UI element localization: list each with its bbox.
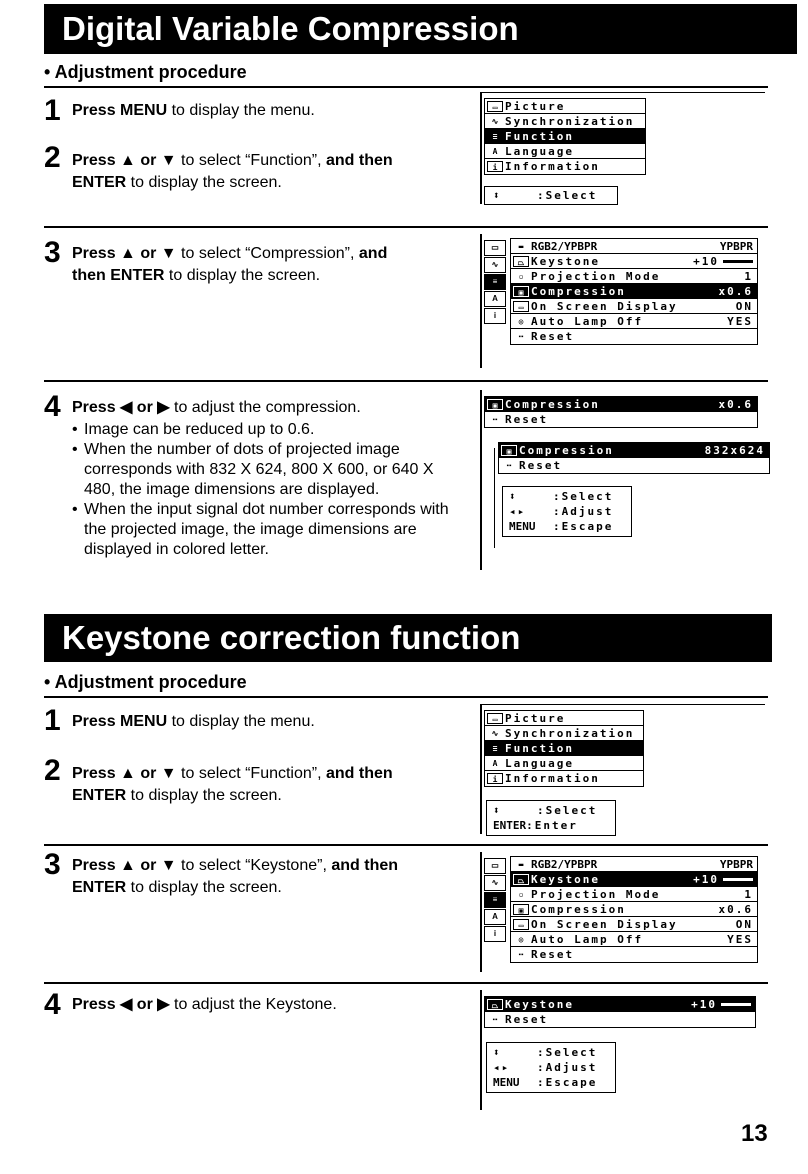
menu-item-value xyxy=(693,254,757,269)
information-icon: i xyxy=(484,308,506,324)
keystone-row[interactable] xyxy=(485,997,755,1012)
help-action: :Select xyxy=(537,189,598,202)
menu-item-value: YES xyxy=(727,314,753,328)
menu-item-language[interactable] xyxy=(485,756,643,771)
menu-item-label: Picture xyxy=(505,99,566,113)
step-bold: Press ▲ or ▼ xyxy=(72,152,177,169)
procedure-heading: • Adjustment procedure xyxy=(44,62,247,82)
menu-item-keystone[interactable] xyxy=(511,872,757,887)
sync-icon: ∿ xyxy=(491,728,499,738)
step-body: to adjust the Keystone. xyxy=(169,996,337,1013)
help-row xyxy=(493,1075,609,1090)
menu-item-information[interactable] xyxy=(485,159,645,174)
input-icon: ▬ xyxy=(518,241,524,251)
menu-item-synchronization[interactable] xyxy=(485,726,643,741)
step-number: 4 xyxy=(44,988,61,1021)
menu-item-reset[interactable] xyxy=(511,947,757,962)
step-number: 2 xyxy=(44,754,61,787)
information-icon: i xyxy=(487,161,503,172)
menu-item-label: Reset xyxy=(531,948,575,961)
step-body: to select “Compression”, xyxy=(176,245,359,262)
section-title: Keystone correction function xyxy=(62,619,521,656)
section-title: Digital Variable Compression xyxy=(62,10,519,47)
picture-icon: ▭ xyxy=(484,240,506,256)
up-down-icon: ⬍ xyxy=(509,490,518,503)
help-action: :Escape xyxy=(553,520,614,533)
menu-item-value: YES xyxy=(727,932,753,946)
menu-item-label: Synchronization xyxy=(505,114,635,128)
frame-bracket xyxy=(494,448,495,548)
help-action: :Adjust xyxy=(553,505,614,518)
function-icon: ≡ xyxy=(492,131,498,141)
keystone-value xyxy=(691,997,755,1012)
menu-item-label: Compression xyxy=(531,902,626,916)
up-down-icon: ⬍ xyxy=(493,804,502,817)
menu-item-keystone[interactable] xyxy=(511,254,757,269)
procedure-heading: • Adjustment procedure xyxy=(44,672,247,692)
projection-icon: ▫ xyxy=(518,271,524,281)
up-down-icon: ⬍ xyxy=(493,1046,502,1059)
menu-item-synchronization[interactable] xyxy=(485,114,645,129)
help-panel xyxy=(486,1042,616,1093)
input-label: RGB2/YPBPR xyxy=(531,239,598,253)
step-number: 2 xyxy=(44,141,61,174)
input-value: YPBPR xyxy=(719,857,753,871)
step-text xyxy=(72,711,472,733)
menu-item-value: ON xyxy=(735,299,753,313)
menu-item-function[interactable] xyxy=(485,741,643,756)
menu-item-label: Information xyxy=(505,160,600,173)
display-icon: ▭ xyxy=(513,919,529,930)
menu-item-label: Reset xyxy=(531,330,575,343)
menu-item-value: 1 xyxy=(744,887,753,901)
menu-item-function[interactable] xyxy=(485,129,645,144)
step-body: to display the menu. xyxy=(167,102,315,119)
menu-header xyxy=(511,857,757,872)
reset-icon: ⋯ xyxy=(492,1015,498,1024)
language-icon: A xyxy=(484,291,506,307)
language-icon: A xyxy=(484,909,506,925)
step-text xyxy=(72,397,472,419)
step-body: to adjust the compression. xyxy=(169,399,361,416)
step-bold: ENTER xyxy=(72,879,127,896)
reset-row[interactable] xyxy=(485,412,757,427)
frame-bracket xyxy=(480,234,482,368)
divider xyxy=(44,982,768,984)
function-icon: ≡ xyxy=(492,743,498,753)
step-text xyxy=(72,100,472,122)
menu-item-projection-mode[interactable] xyxy=(511,269,757,284)
reset-icon: ⋯ xyxy=(506,461,512,470)
menu-item-label: Language xyxy=(505,144,574,158)
menu-header xyxy=(511,239,757,254)
lamp-icon: ◎ xyxy=(518,934,524,944)
picture-icon: ▭ xyxy=(487,713,503,724)
help-panel xyxy=(502,486,632,537)
help-row xyxy=(493,188,609,203)
input-label: RGB2/YPBPR xyxy=(531,857,598,871)
help-row xyxy=(493,803,609,818)
step-bold: Press MENU xyxy=(72,713,168,730)
step-bold: Press ◀ or ▶ xyxy=(72,399,170,416)
input-value: YPBPR xyxy=(719,239,753,253)
divider xyxy=(44,380,768,382)
sync-icon: ∿ xyxy=(484,875,506,891)
main-menu xyxy=(484,710,644,787)
keystone-icon: ⏢ xyxy=(513,874,529,885)
menu-item-label: Function xyxy=(505,129,574,143)
note-item: • When the input signal dot number corresponds with the projected image, the image dimensions are displayed in colored letter. xyxy=(72,500,464,560)
menu-item-language[interactable] xyxy=(485,144,645,159)
frame-bracket xyxy=(480,990,482,1110)
help-row xyxy=(509,504,625,519)
left-right-icon: ◂▸ xyxy=(509,505,527,518)
menu-item-value: ON xyxy=(735,917,753,931)
input-icon: ▬ xyxy=(518,859,524,869)
menu-item-label: Projection Mode xyxy=(531,269,661,283)
help-action: :Adjust xyxy=(537,1061,598,1074)
language-icon: A xyxy=(492,758,498,768)
frame-bracket-top xyxy=(480,92,765,93)
step-bold: ENTER xyxy=(72,787,127,804)
help-row xyxy=(509,519,625,534)
step-body: to display the screen. xyxy=(164,267,321,284)
step-bold: Press ▲ or ▼ xyxy=(72,857,177,874)
information-icon: i xyxy=(484,926,506,942)
compression-label: Compression xyxy=(519,443,614,457)
sync-icon: ∿ xyxy=(484,257,506,273)
menu-item-label: Synchronization xyxy=(505,726,635,740)
compression-dimensions: 832x624 xyxy=(704,443,765,457)
information-icon: i xyxy=(487,773,503,784)
page-number: 13 xyxy=(741,1120,768,1147)
language-icon: A xyxy=(492,146,498,156)
menu-item-label: On Screen Display xyxy=(531,299,678,313)
menu-item-value: x0.6 xyxy=(718,902,753,916)
menu-item-value: 1 xyxy=(744,269,753,283)
menu-item-label: Picture xyxy=(505,711,566,725)
step-body: to display the menu. xyxy=(167,713,315,730)
menu-item-label: Compression xyxy=(531,284,626,298)
compression-icon: ▣ xyxy=(487,399,503,410)
step-number: 1 xyxy=(44,704,61,737)
menu-item-label: Function xyxy=(505,741,574,755)
divider xyxy=(44,226,768,228)
menu-item-label: On Screen Display xyxy=(531,917,678,931)
function-menu xyxy=(510,856,758,963)
step-text xyxy=(72,855,472,899)
left-right-icon: ◂▸ xyxy=(493,1061,511,1074)
compression-adjust-menu xyxy=(498,442,770,474)
help-action: :Enter xyxy=(526,819,578,832)
menu-item-label: Language xyxy=(505,756,574,770)
keystone-bar xyxy=(723,878,753,881)
reset-row[interactable] xyxy=(499,458,769,473)
step-text xyxy=(72,150,472,194)
frame-bracket-top xyxy=(480,704,765,705)
step-number: 4 xyxy=(44,390,61,423)
menu-item-on-screen-display[interactable] xyxy=(511,917,757,932)
menu-item-label: Keystone xyxy=(531,872,600,886)
picture-icon: ▭ xyxy=(487,101,503,112)
compression-submenu xyxy=(484,396,758,428)
divider xyxy=(44,844,768,846)
help-panel xyxy=(484,186,618,205)
step-bold: and then xyxy=(326,765,393,782)
compression-label: Compression xyxy=(505,397,600,411)
menu-item-label: Auto Lamp Off xyxy=(531,932,644,946)
step-text xyxy=(72,994,472,1016)
menu-item-compression[interactable] xyxy=(511,284,757,299)
menu-item-compression[interactable] xyxy=(511,902,757,917)
help-action: :Escape xyxy=(537,1076,598,1089)
reset-icon: ⋯ xyxy=(492,415,498,424)
help-action: :Select xyxy=(553,490,614,503)
menu-item-information[interactable] xyxy=(485,771,643,786)
help-row xyxy=(509,489,625,504)
keystone-icon: ⏢ xyxy=(513,256,529,267)
note-list xyxy=(72,420,464,560)
step-bold: and then xyxy=(331,857,399,874)
main-menu xyxy=(484,98,646,175)
reset-label: Reset xyxy=(519,459,563,472)
menu-item-on-screen-display[interactable] xyxy=(511,299,757,314)
section-title-banner xyxy=(44,614,772,662)
step-body: to select “Keystone”, xyxy=(176,857,332,874)
note-item: • Image can be reduced up to 0.6. xyxy=(72,420,464,440)
step-body: to display the screen. xyxy=(126,787,282,804)
menu-item-projection-mode[interactable] xyxy=(511,887,757,902)
keystone-bar xyxy=(721,1003,751,1006)
divider xyxy=(44,696,768,698)
menu-item-reset[interactable] xyxy=(511,329,757,344)
keystone-number: +10 xyxy=(691,997,717,1011)
menu-key: MENU xyxy=(493,1076,520,1089)
step-bold: Press ◀ or ▶ xyxy=(72,996,170,1013)
step-number: 1 xyxy=(44,94,61,127)
compression-value: x0.6 xyxy=(718,397,753,411)
compression-icon: ▣ xyxy=(513,286,529,297)
menu-item-label: Keystone xyxy=(531,254,600,268)
menu-item-picture[interactable] xyxy=(485,99,645,114)
function-icon: ≡ xyxy=(484,892,506,908)
menu-item-picture[interactable] xyxy=(485,711,643,726)
step-bold: Press MENU xyxy=(72,102,168,119)
picture-icon: ▭ xyxy=(484,858,506,874)
side-icon-column xyxy=(484,240,506,325)
display-icon: ▭ xyxy=(513,301,529,312)
menu-item-label: Auto Lamp Off xyxy=(531,314,644,328)
step-bold: and then xyxy=(326,152,393,169)
keystone-icon: ⏢ xyxy=(487,999,503,1010)
keystone-label: Keystone xyxy=(505,997,574,1011)
help-action: :Select xyxy=(537,1046,598,1059)
divider xyxy=(44,86,768,88)
menu-item-value: x0.6 xyxy=(718,284,753,298)
compression-row[interactable] xyxy=(499,443,769,458)
step-bold: Press ▲ or ▼ xyxy=(72,245,177,262)
keystone-value: +10 xyxy=(693,254,719,268)
step-body: to select “Function”, xyxy=(176,765,326,782)
step-body: to display the screen. xyxy=(126,174,282,191)
step-bold: then ENTER xyxy=(72,267,165,284)
projection-icon: ▫ xyxy=(518,889,524,899)
reset-icon: ⋯ xyxy=(518,332,524,341)
step-bold: ENTER xyxy=(72,174,127,191)
compression-row[interactable] xyxy=(485,397,757,412)
step-text xyxy=(72,243,472,287)
frame-bracket xyxy=(480,92,482,204)
step-text xyxy=(72,763,472,807)
help-action: :Select xyxy=(537,804,598,817)
lamp-icon: ◎ xyxy=(518,316,524,326)
menu-item-label: Projection Mode xyxy=(531,887,661,901)
enter-key: ENTER xyxy=(493,819,527,832)
note-item: • When the number of dots of projected image corresponds with 832 X 624, 800 X 600, or 640 X 480, the image dimensions are displayed. xyxy=(72,440,464,500)
help-row xyxy=(493,1060,609,1075)
menu-item-value xyxy=(693,872,757,887)
section-title-banner xyxy=(44,4,797,54)
reset-row[interactable] xyxy=(485,1012,755,1027)
step-bold: and xyxy=(358,245,388,262)
menu-key: MENU xyxy=(509,520,536,533)
step-number: 3 xyxy=(44,848,61,881)
step-number: 3 xyxy=(44,236,61,269)
step-body: to display the screen. xyxy=(126,879,282,896)
reset-label: Reset xyxy=(505,1013,549,1026)
frame-bracket xyxy=(480,390,482,570)
help-panel xyxy=(486,800,616,836)
function-icon: ≡ xyxy=(484,274,506,290)
keystone-submenu xyxy=(484,996,756,1028)
step-bold: Press ▲ or ▼ xyxy=(72,765,177,782)
menu-item-auto-lamp-off[interactable] xyxy=(511,932,757,947)
help-row xyxy=(493,818,609,833)
reset-label: Reset xyxy=(505,413,549,426)
compression-icon: ▣ xyxy=(501,445,517,456)
side-icon-column xyxy=(484,858,506,943)
compression-icon: ▣ xyxy=(513,904,529,915)
function-menu xyxy=(510,238,758,345)
reset-icon: ⋯ xyxy=(518,950,524,959)
up-down-icon: ⬍ xyxy=(493,189,502,202)
keystone-value: +10 xyxy=(693,872,719,886)
sync-icon: ∿ xyxy=(491,116,499,126)
help-row xyxy=(493,1045,609,1060)
step-body: to select “Function”, xyxy=(176,152,326,169)
keystone-bar xyxy=(723,260,753,263)
menu-item-auto-lamp-off[interactable] xyxy=(511,314,757,329)
frame-bracket xyxy=(480,704,482,834)
frame-bracket xyxy=(480,852,482,972)
menu-item-label: Information xyxy=(505,772,600,785)
